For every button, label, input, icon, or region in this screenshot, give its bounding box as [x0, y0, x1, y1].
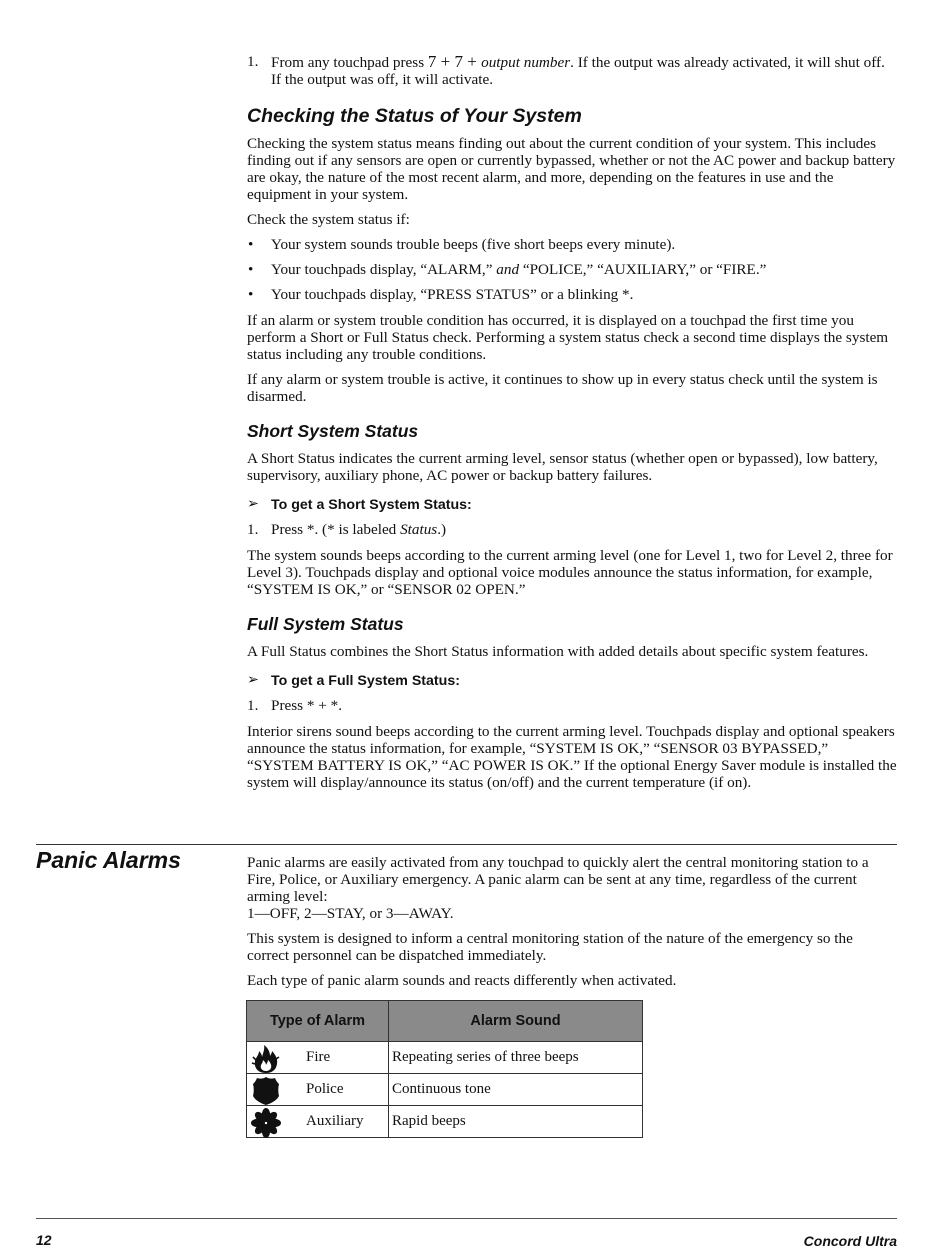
page-number: 12: [36, 1232, 52, 1248]
bullet-text-italic: and: [496, 261, 520, 278]
checking-section: [247, 105, 897, 405]
full-status-paragraph-1: A Full Status combines the Short Status information with added details about specific system features.: [247, 643, 869, 660]
section-title-checking: Checking the Status of Your System: [247, 105, 582, 127]
checking-paragraph-3: If an alarm or system trouble condition has occurred, it is displayed on a touchpad the first time you perform a Short or Full Status check. Performing a system status check a second time displays the system status including any trouble conditions.: [247, 312, 889, 363]
step-number: 1.: [247, 521, 259, 538]
police-badge-icon: [251, 1076, 281, 1106]
footer-rule: [36, 1218, 897, 1219]
alarm-type-cell: [247, 1074, 389, 1106]
alarm-sound-cell: Repeating series of three beeps: [389, 1042, 643, 1074]
bullet-mark: •: [248, 236, 254, 253]
panic-paragraph-3: Each type of panic alarm sounds and reacts differently when activated.: [247, 972, 677, 989]
checking-paragraph-4: If any alarm or system trouble is active, it continues to show up in every status check until the system is disarmed.: [247, 371, 878, 405]
bullet-text-pre: Your touchpads display, “ALARM,”: [271, 261, 497, 278]
bullet-mark: •: [248, 286, 254, 303]
procedure-title: To get a Full System Status:: [271, 673, 460, 689]
checking-paragraph-1: Checking the system status means finding out about the current condition of your system. This includes finding out if any sensors are open or currently bypassed, whether or not the AC power and backup battery are okay, the nature of the most recent alarm, and more, depending on the features in use and the equipment in your system.: [247, 135, 896, 203]
table-row-fire: [247, 1042, 643, 1074]
checking-bullet-1: [247, 236, 897, 253]
step-text-pre: Press *. (* is labeled: [271, 521, 401, 538]
panic-alarm-table: [246, 1000, 643, 1138]
intro-step: [247, 53, 897, 88]
bullet-text: Your system sounds trouble beeps (five short beeps every minute).: [271, 236, 676, 253]
full-status-step: [247, 697, 897, 714]
alarm-type-name: Auxiliary: [306, 1113, 364, 1129]
alarm-type-cell: [247, 1106, 389, 1138]
section-divider: [36, 844, 897, 845]
step-italic: output number: [481, 54, 571, 71]
alarm-type-name: Police: [306, 1081, 344, 1097]
checking-bullet-3: [247, 286, 897, 303]
short-status-procedure: [247, 497, 897, 514]
step-number: 1.: [247, 697, 259, 714]
step-text: Press * + *.: [271, 697, 343, 714]
checking-paragraph-2: Check the system status if:: [247, 211, 410, 228]
full-status-section: [247, 614, 897, 791]
table-header-row: [247, 1001, 643, 1042]
header-type-of-alarm: Type of Alarm: [247, 1001, 389, 1042]
alarm-type-name: Fire: [306, 1049, 331, 1065]
section-title-short-status: Short System Status: [247, 421, 419, 441]
alarm-type-cell: [247, 1042, 389, 1074]
arrow-icon: ➢: [247, 672, 259, 688]
bullet-text: Your touchpads display, “PRESS STATUS” or a blinking *.: [271, 286, 634, 303]
procedure-title: To get a Short System Status:: [271, 497, 472, 513]
alarm-sound-cell: Continuous tone: [389, 1074, 643, 1106]
panic-section: [247, 854, 897, 989]
panic-arming-levels: 1—OFF, 2—STAY, or 3—AWAY.: [247, 905, 454, 922]
short-status-paragraph-1: A Short Status indicates the current arming level, sensor status (whether open or bypassed), low battery, supervisory, auxiliary phone, AC power or backup battery failures.: [247, 450, 878, 484]
short-status-step: [247, 521, 897, 538]
table-row-auxiliary: [247, 1106, 643, 1138]
step-text-pre: From any touchpad press: [271, 54, 428, 71]
step-number: 1.: [247, 53, 259, 70]
table-row-police: [247, 1074, 643, 1106]
full-status-paragraph-2: Interior sirens sound beeps according to the current arming level. Touchpads display and optional speakers announce the status information, for example, “SYSTEM IS OK,” “SENSOR 03 BYPASSED,” “SYSTEM BATTERY IS OK,” “AC POWER IS OK.” If the optional Energy Saver module is installed the system will display/announce its status (on/off) and the current temperature (if on).: [247, 723, 897, 791]
section-title-panic-alarms: Panic Alarms: [36, 847, 181, 873]
step-text-post: . If the output was already activated, it will shut off. If the output was off, it will activate.: [271, 54, 885, 88]
panic-paragraph-1: Panic alarms are easily activated from any touchpad to quickly alert the central monitoring station to a Fire, Police, or Auxiliary emergency. A panic alarm can be sent at any time, regardless of the current arming level:: [247, 854, 869, 905]
document-title: Concord Ultra: [803, 1233, 897, 1249]
section-title-full-status: Full System Status: [247, 614, 404, 634]
arrow-icon: ➢: [247, 496, 259, 512]
step-keys: 7 + 7 +: [427, 52, 482, 71]
header-alarm-sound: Alarm Sound: [389, 1001, 643, 1042]
bullet-mark: •: [248, 261, 254, 278]
short-status-paragraph-2: The system sounds beeps according to the current arming level (one for Level 1, two for Level 2, three for Level 3). Touchpads display and optional voice modules announce the status information, for example, “SYSTEM IS OK,” or “SENSOR 02 OPEN.”: [247, 547, 893, 598]
full-status-procedure: [247, 673, 897, 690]
fire-icon: [251, 1044, 281, 1074]
auxiliary-asterisk-icon: [251, 1108, 281, 1138]
step-italic: Status: [400, 521, 438, 538]
bullet-text-post: “POLICE,” “AUXILIARY,” or “FIRE.”: [519, 261, 767, 278]
step-text-post: .): [437, 521, 447, 538]
checking-bullet-2: [247, 261, 897, 278]
short-status-section: [247, 421, 897, 598]
panic-paragraph-2: This system is designed to inform a central monitoring station of the nature of the emergency so the correct personnel can be dispatched immediately.: [247, 930, 853, 964]
alarm-sound-cell: Rapid beeps: [389, 1106, 643, 1138]
